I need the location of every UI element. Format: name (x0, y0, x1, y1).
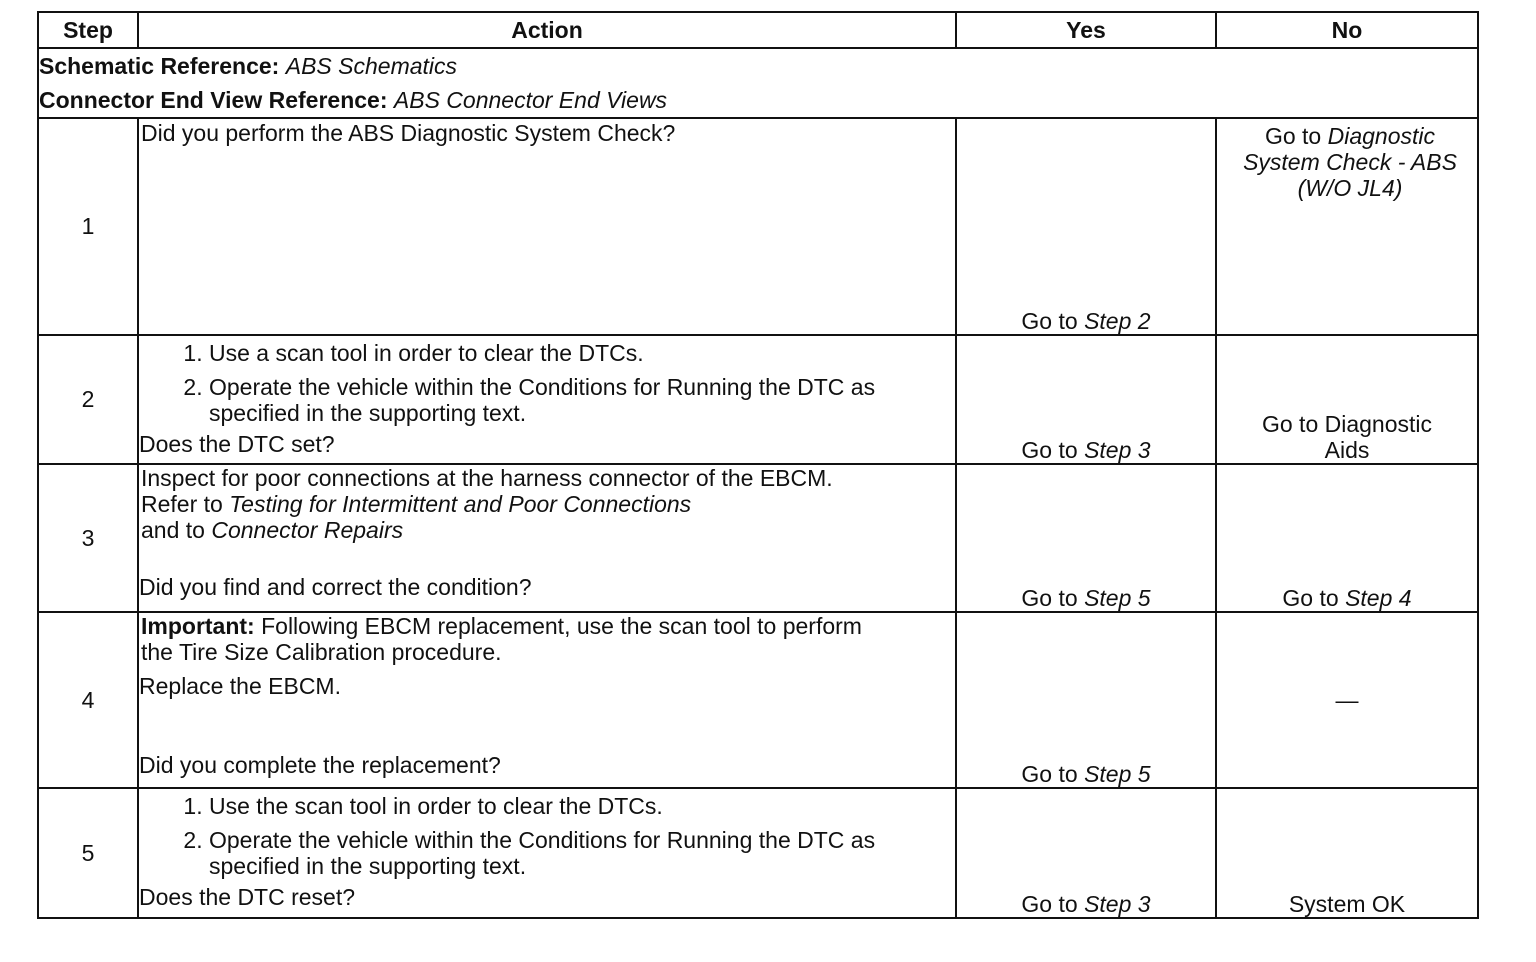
header-yes: Yes (956, 12, 1216, 48)
action-question: Does the DTC set? (139, 431, 335, 457)
list-item: 2. Operate the vehicle within the Conditions for Running the DTC as specified in the supporting text. (209, 827, 955, 879)
header-row (38, 12, 1478, 48)
no-prefix: Go to (1264, 123, 1322, 149)
schematic-reference-label: Schematic Reference: (39, 53, 280, 79)
no-link[interactable]: Diagnostic System Check - ABS (W/O JL4) (1243, 123, 1457, 201)
yes-prefix: Go to (1021, 891, 1078, 917)
yes-prefix: Go to (1021, 437, 1078, 463)
connector-reference-link[interactable]: ABS Connector End Views (393, 87, 668, 113)
table-row (38, 788, 1478, 918)
action-cell (138, 335, 956, 464)
list-item: 1. Use a scan tool in order to clear the DTCs. (209, 340, 955, 366)
no-cell (1216, 788, 1478, 918)
step-number: 5 (38, 788, 138, 918)
important-label: Important: (141, 613, 255, 639)
reference-prefix: and to (141, 517, 205, 543)
no-link[interactable]: Go to Diagnostic Aids (1261, 411, 1433, 463)
action-question: Did you find and correct the condition? (139, 574, 532, 600)
no-link[interactable]: Step 4 (1345, 585, 1412, 611)
action-cell (138, 464, 956, 612)
action-cell (138, 788, 956, 918)
yes-link[interactable]: Step 5 (1084, 761, 1151, 787)
diagnostic-table (37, 11, 1479, 919)
table-row (38, 612, 1478, 788)
table-row (38, 335, 1478, 464)
connector-reference-label: Connector End View Reference: (39, 87, 388, 113)
connector-reference (39, 83, 1477, 117)
no-dash: — (1335, 687, 1359, 713)
step-number: 1 (38, 118, 138, 335)
action-steps-list (139, 340, 955, 426)
yes-cell (956, 464, 1216, 612)
yes-cell (956, 335, 1216, 464)
yes-prefix: Go to (1021, 585, 1078, 611)
yes-cell (956, 118, 1216, 335)
no-prefix: Go to (1282, 585, 1339, 611)
reference-prefix: Refer to (141, 491, 223, 517)
reference-link[interactable]: Connector Repairs (211, 517, 404, 543)
schematic-reference (39, 49, 1477, 83)
action-question: Did you complete the replacement? (139, 752, 501, 778)
yes-prefix: Go to (1021, 761, 1078, 787)
reference-row (38, 48, 1478, 118)
reference-link[interactable]: Testing for Intermittent and Poor Connections (229, 491, 692, 517)
no-cell (1216, 612, 1478, 788)
reference-cell (38, 48, 1478, 118)
step-number: 2 (38, 335, 138, 464)
list-item: 1. Use the scan tool in order to clear the DTCs. (209, 793, 955, 819)
no-cell (1216, 118, 1478, 335)
yes-prefix: Go to (1021, 308, 1078, 334)
action-reference (139, 517, 955, 543)
important-text: Following EBCM replacement, use the scan tool to perform the Tire Size Calibration procedure. (141, 613, 862, 665)
yes-link[interactable]: Step 3 (1084, 437, 1151, 463)
yes-cell (956, 612, 1216, 788)
action-reference (139, 491, 955, 517)
yes-link[interactable]: Step 5 (1084, 585, 1151, 611)
action-cell (138, 118, 956, 335)
table-row (38, 118, 1478, 335)
action-instruction: Replace the EBCM. (139, 673, 341, 699)
yes-cell (956, 788, 1216, 918)
action-text: Inspect for poor connections at the harness connector of the EBCM. (141, 465, 833, 491)
action-steps-list (139, 793, 955, 879)
step-number: 4 (38, 612, 138, 788)
table-row (38, 464, 1478, 612)
important-note (139, 613, 955, 665)
yes-link[interactable]: Step 3 (1084, 891, 1151, 917)
action-question: Did you perform the ABS Diagnostic System Check? (141, 120, 676, 146)
no-cell (1216, 335, 1478, 464)
action-cell (138, 612, 956, 788)
header-step: Step (38, 12, 138, 48)
action-question: Does the DTC reset? (139, 884, 356, 910)
header-no: No (1216, 12, 1478, 48)
no-cell (1216, 464, 1478, 612)
step-number: 3 (38, 464, 138, 612)
no-text: System OK (1288, 891, 1406, 917)
yes-link[interactable]: Step 2 (1084, 308, 1151, 334)
header-action: Action (138, 12, 956, 48)
schematic-reference-link[interactable]: ABS Schematics (285, 53, 458, 79)
list-item: 2. Operate the vehicle within the Conditions for Running the DTC as specified in the supporting text. (209, 374, 955, 426)
